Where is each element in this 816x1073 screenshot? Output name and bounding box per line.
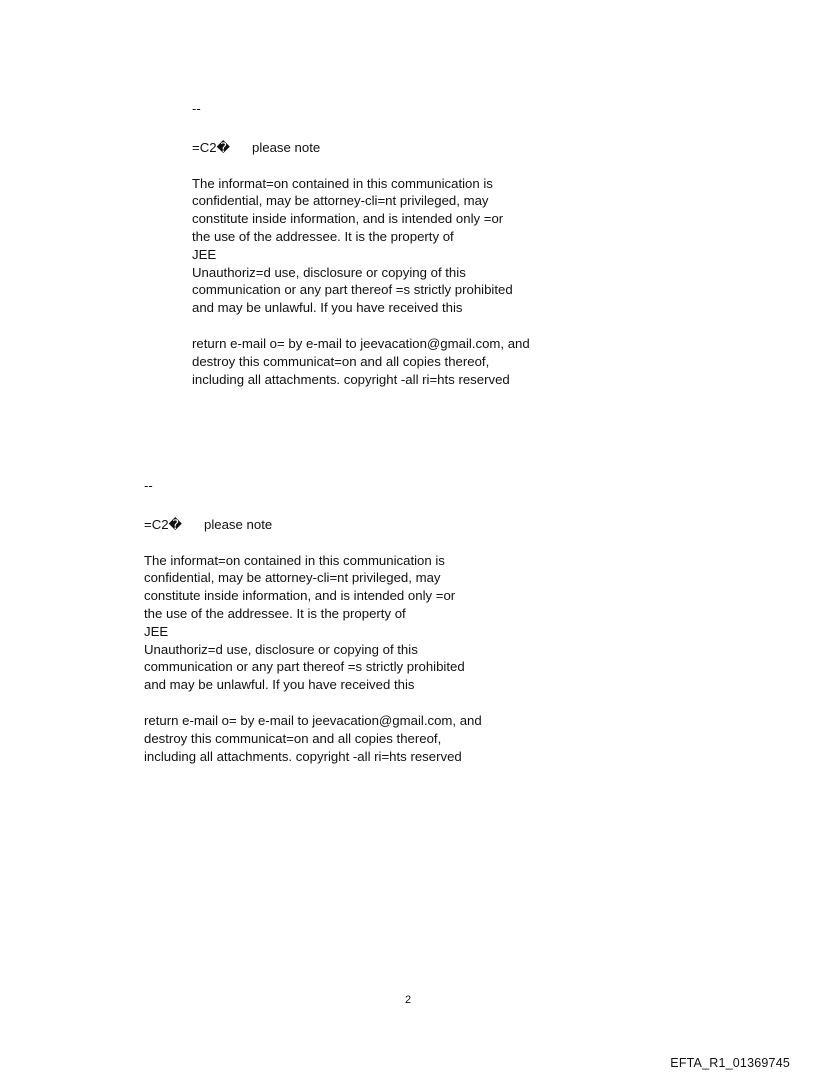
disclaimer-paragraph xyxy=(192,175,662,317)
text-line: The informat=on contained in this communication is xyxy=(192,175,493,191)
return-instructions-paragraph xyxy=(144,712,614,765)
note-code: =C2� xyxy=(192,139,231,155)
text-line: the use of the addressee. It is the property of xyxy=(192,228,454,244)
text-line: including all attachments. copyright -all ri=hts reserved xyxy=(192,371,510,387)
text-line: return e-mail o= by e-mail to jeevacation@gmail.com, and xyxy=(192,335,530,351)
document-id: EFTA_R1_01369745 xyxy=(670,1056,790,1070)
text-line: the use of the addressee. It is the property of xyxy=(144,605,406,621)
text-line: communication or any part thereof =s strictly prohibited xyxy=(192,282,513,298)
text-line: destroy this communicat=on and all copies thereof, xyxy=(192,353,490,369)
disclaimer-block-2 xyxy=(144,477,614,765)
text-line: constitute inside information, and is intended only =or xyxy=(144,588,456,604)
note-label: please note xyxy=(252,139,321,155)
disclaimer-block-1 xyxy=(192,100,662,388)
text-line: confidential, may be attorney-cli=nt privileged, may xyxy=(192,193,489,209)
text-line: The informat=on contained in this communication is xyxy=(144,552,445,568)
note-heading xyxy=(144,516,614,534)
text-line: JEE xyxy=(144,623,169,639)
text-line: and may be unlawful. If you have received this xyxy=(144,677,415,693)
text-line: including all attachments. copyright -all ri=hts reserved xyxy=(144,748,462,764)
text-line: destroy this communicat=on and all copies thereof, xyxy=(144,730,442,746)
note-label: please note xyxy=(204,516,273,532)
text-line: Unauthoriz=d use, disclosure or copying of this xyxy=(144,641,418,657)
separator: -- xyxy=(192,101,201,116)
text-line: communication or any part thereof =s strictly prohibited xyxy=(144,659,465,675)
text-line: and may be unlawful. If you have received this xyxy=(192,300,463,316)
separator: -- xyxy=(144,478,153,493)
note-code: =C2� xyxy=(144,516,183,532)
text-line: JEE xyxy=(192,246,217,262)
note-heading xyxy=(192,139,662,157)
disclaimer-paragraph xyxy=(144,552,614,694)
text-line: return e-mail o= by e-mail to jeevacation@gmail.com, and xyxy=(144,712,482,728)
text-line: constitute inside information, and is intended only =or xyxy=(192,211,504,227)
return-instructions-paragraph xyxy=(192,335,662,388)
page-number: 2 xyxy=(404,994,412,1006)
text-line: confidential, may be attorney-cli=nt privileged, may xyxy=(144,570,441,586)
text-line: Unauthoriz=d use, disclosure or copying of this xyxy=(192,264,466,280)
